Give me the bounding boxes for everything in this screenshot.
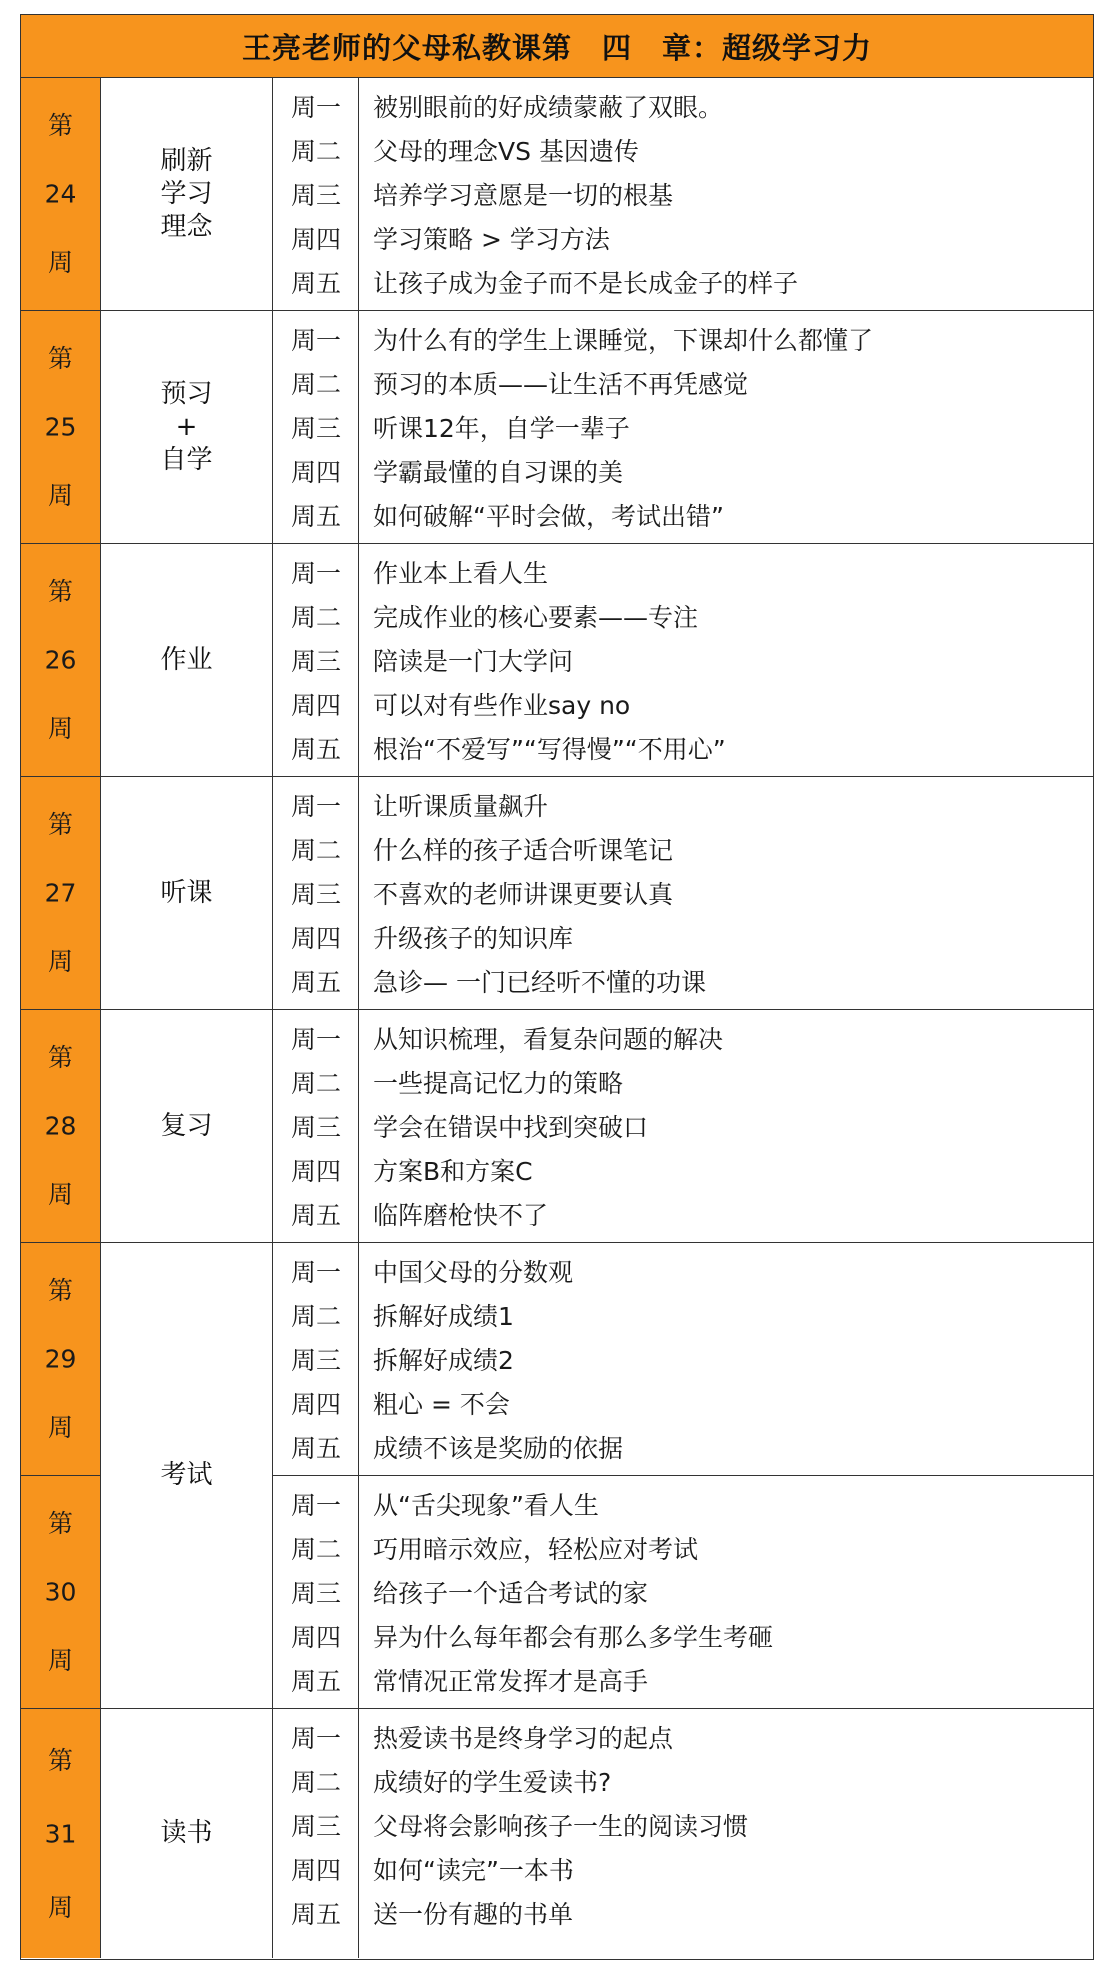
- block-divider: [273, 1009, 1093, 1010]
- lesson-title: 培养学习意愿是一切的根基: [373, 181, 674, 210]
- lesson-title: 给孩子一个适合考试的家: [373, 1579, 649, 1608]
- lesson-title: 让孩子成为金子而不是长成金子的样子: [373, 269, 799, 298]
- topic-cell: [101, 544, 273, 777]
- lesson-title: 异为什么每年都会有那么多学生考砸: [373, 1623, 774, 1652]
- weekday-label: 周四: [290, 458, 341, 487]
- topic-cell: [101, 1709, 273, 1958]
- weekday-label: 周二: [290, 1302, 341, 1331]
- weekday-label: 周一: [290, 326, 341, 355]
- topic-cell: [101, 777, 273, 1010]
- lesson-title: 被别眼前的好成绩蒙蔽了双眼。: [373, 93, 724, 122]
- week-number: 27: [44, 878, 77, 908]
- week-label-cell: [21, 1709, 101, 1958]
- lesson-title: 成绩不该是奖励的依据: [373, 1434, 624, 1463]
- weekday-label: 周四: [290, 225, 341, 254]
- weekday-label: 周一: [290, 1724, 341, 1753]
- lesson-title: 学习策略 > 学习方法: [373, 225, 610, 254]
- weekday-label: 周二: [290, 1768, 341, 1797]
- topic-label: 听课: [160, 877, 213, 908]
- weekday-label: 周五: [290, 735, 341, 764]
- weekday-label: 周三: [290, 181, 341, 210]
- lesson-title: 陪读是一门大学问: [373, 647, 574, 676]
- lesson-title: 成绩好的学生爱读书?: [373, 1768, 612, 1797]
- weekday-label: 周二: [290, 836, 341, 865]
- lesson-title: 如何破解“平时会做，考试出错”: [373, 502, 724, 531]
- week-label-cell: [21, 78, 101, 311]
- topic-label: 作业: [160, 644, 213, 675]
- weekday-label: 周四: [290, 1157, 341, 1186]
- week-label-cell: [21, 311, 101, 544]
- lesson-title: 常情况正常发挥才是高手: [373, 1667, 649, 1696]
- lesson-title: 听课12年，自学一辈子: [373, 414, 630, 443]
- weekday-label: 周二: [290, 137, 341, 166]
- topic-cell: [101, 1243, 273, 1709]
- weekday-label: 周三: [290, 1579, 341, 1608]
- weekday-label: 周二: [290, 370, 341, 399]
- lesson-title: 热爱读书是终身学习的起点: [373, 1724, 674, 1753]
- weekday-label: 周三: [290, 1812, 341, 1841]
- weekday-label: 周三: [290, 414, 341, 443]
- weekday-label: 周二: [290, 1069, 341, 1098]
- weekday-label: 周三: [290, 1346, 341, 1375]
- weekday-label: 周一: [290, 93, 341, 122]
- lesson-title: 粗心 = 不会: [373, 1390, 510, 1419]
- lesson-title: 中国父母的分数观: [373, 1258, 574, 1287]
- lesson-title: 作业本上看人生: [373, 559, 549, 588]
- lesson-title: 预习的本质——让生活不再凭感觉: [373, 370, 749, 399]
- topic-label: +: [175, 411, 198, 442]
- lesson-title: 拆解好成绩1: [373, 1302, 514, 1331]
- lesson-title: 一些提高记忆力的策略: [373, 1069, 624, 1098]
- week-label-char: 第: [47, 810, 73, 840]
- weekday-label: 周四: [290, 924, 341, 953]
- weekday-label: 周一: [290, 792, 341, 821]
- weekday-label: 周五: [290, 1434, 341, 1463]
- lesson-title: 让听课质量飙升: [373, 792, 549, 821]
- weekday-label: 周五: [290, 1667, 341, 1696]
- block-divider: [273, 1475, 1093, 1476]
- week-number: 25: [44, 412, 77, 442]
- topic-label: 理念: [160, 211, 213, 242]
- week-label-char: 第: [47, 111, 73, 141]
- lesson-title: 巧用暗示效应，轻松应对考试: [373, 1535, 699, 1564]
- weekday-label: 周一: [290, 1491, 341, 1520]
- week-label-char: 第: [47, 1509, 73, 1539]
- weekday-label: 周一: [290, 1258, 341, 1287]
- topic-label: 自学: [160, 444, 213, 475]
- week-number: 31: [44, 1819, 77, 1848]
- weekday-label: 周一: [290, 559, 341, 588]
- weekday-label: 周五: [290, 269, 341, 298]
- lesson-title: 学会在错误中找到突破口: [373, 1113, 649, 1142]
- weekday-label: 周五: [290, 502, 341, 531]
- weekday-label: 周四: [290, 1623, 341, 1652]
- topic-label: 复习: [160, 1110, 213, 1141]
- topic-label: 读书: [160, 1818, 213, 1848]
- weekday-label: 周三: [290, 880, 341, 909]
- week-label-char: 周: [47, 1892, 73, 1922]
- week-label-cell: [21, 1476, 101, 1709]
- topic-label: 学习: [160, 178, 213, 209]
- block-divider: [273, 310, 1093, 311]
- weekday-label: 周二: [290, 1535, 341, 1564]
- week-number: 30: [44, 1577, 77, 1607]
- week-label-char: 周: [47, 1413, 73, 1443]
- block-divider: [273, 543, 1093, 544]
- week-label-char: 周: [47, 947, 73, 977]
- block-divider: [273, 1242, 1093, 1243]
- lesson-title: 送一份有趣的书单: [373, 1900, 574, 1929]
- week-label-cell: [21, 544, 101, 777]
- weekday-label: 周三: [290, 647, 341, 676]
- weekday-label: 周五: [290, 1900, 341, 1929]
- week-label-char: 周: [47, 1180, 73, 1210]
- weekday-label: 周四: [290, 1856, 341, 1885]
- lesson-title: 从“舌尖现象”看人生: [373, 1491, 599, 1520]
- lesson-title: 方案B和方案C: [373, 1157, 533, 1186]
- lesson-title: 不喜欢的老师讲课更要认真: [373, 880, 674, 909]
- lesson-title: 学霸最懂的自习课的美: [373, 458, 624, 487]
- week-label-cell: [21, 1243, 101, 1476]
- week-label-char: 第: [47, 344, 73, 374]
- lesson-title: 临阵磨枪快不了: [373, 1201, 549, 1230]
- week-label-cell: [21, 777, 101, 1010]
- lesson-title: 根治“不爱写”“写得慢”“不用心”: [373, 735, 726, 764]
- week-label-cell: [21, 1010, 101, 1243]
- weekday-label: 周三: [290, 1113, 341, 1142]
- lesson-title: 父母将会影响孩子一生的阅读习惯: [373, 1812, 749, 1841]
- weekday-label: 周四: [290, 1390, 341, 1419]
- week-number: 24: [44, 179, 77, 209]
- lesson-title: 拆解好成绩2: [373, 1346, 514, 1375]
- week-label-char: 周: [47, 1646, 73, 1676]
- week-label-char: 第: [47, 577, 73, 607]
- week-label-char: 第: [47, 1043, 73, 1073]
- week-number: 28: [44, 1111, 77, 1141]
- lesson-title: 从知识梳理，看复杂问题的解决: [373, 1025, 724, 1054]
- topic-label: 考试: [160, 1460, 213, 1490]
- weekday-label: 周四: [290, 691, 341, 720]
- week-label-char: 周: [47, 248, 73, 278]
- lesson-title: 为什么有的学生上课睡觉，下课却什么都懂了: [373, 326, 874, 355]
- weekday-label: 周一: [290, 1025, 341, 1054]
- week-label-char: 第: [47, 1276, 73, 1306]
- course-schedule-table: [20, 14, 1094, 1960]
- week-label-char: 周: [47, 481, 73, 511]
- topic-cell: [101, 311, 273, 544]
- lesson-title: 什么样的孩子适合听课笔记: [373, 836, 674, 865]
- weekday-label: 周五: [290, 968, 341, 997]
- weekday-label: 周五: [290, 1201, 341, 1230]
- lesson-title: 急诊— 一门已经听不懂的功课: [373, 968, 706, 997]
- lesson-title: 父母的理念VS 基因遗传: [373, 137, 639, 166]
- week-number: 29: [44, 1344, 77, 1374]
- weekday-label: 周二: [290, 603, 341, 632]
- lesson-title: 可以对有些作业say no: [373, 691, 631, 720]
- week-number: 26: [44, 645, 77, 675]
- block-divider: [273, 1708, 1093, 1709]
- lesson-title: 完成作业的核心要素——专注: [373, 603, 699, 632]
- topic-label: 预习: [160, 378, 213, 409]
- block-divider: [273, 776, 1093, 777]
- lesson-title: 如何“读完”一本书: [373, 1856, 574, 1885]
- topic-cell: [101, 78, 273, 311]
- lesson-title: 升级孩子的知识库: [373, 924, 574, 953]
- week-label-char: 周: [47, 714, 73, 744]
- topic-label: 刷新: [160, 145, 213, 176]
- table-title: 王亮老师的父母私教课第 四 章：超级学习力: [21, 15, 1093, 78]
- week-label-char: 第: [47, 1745, 73, 1775]
- topic-cell: [101, 1010, 273, 1243]
